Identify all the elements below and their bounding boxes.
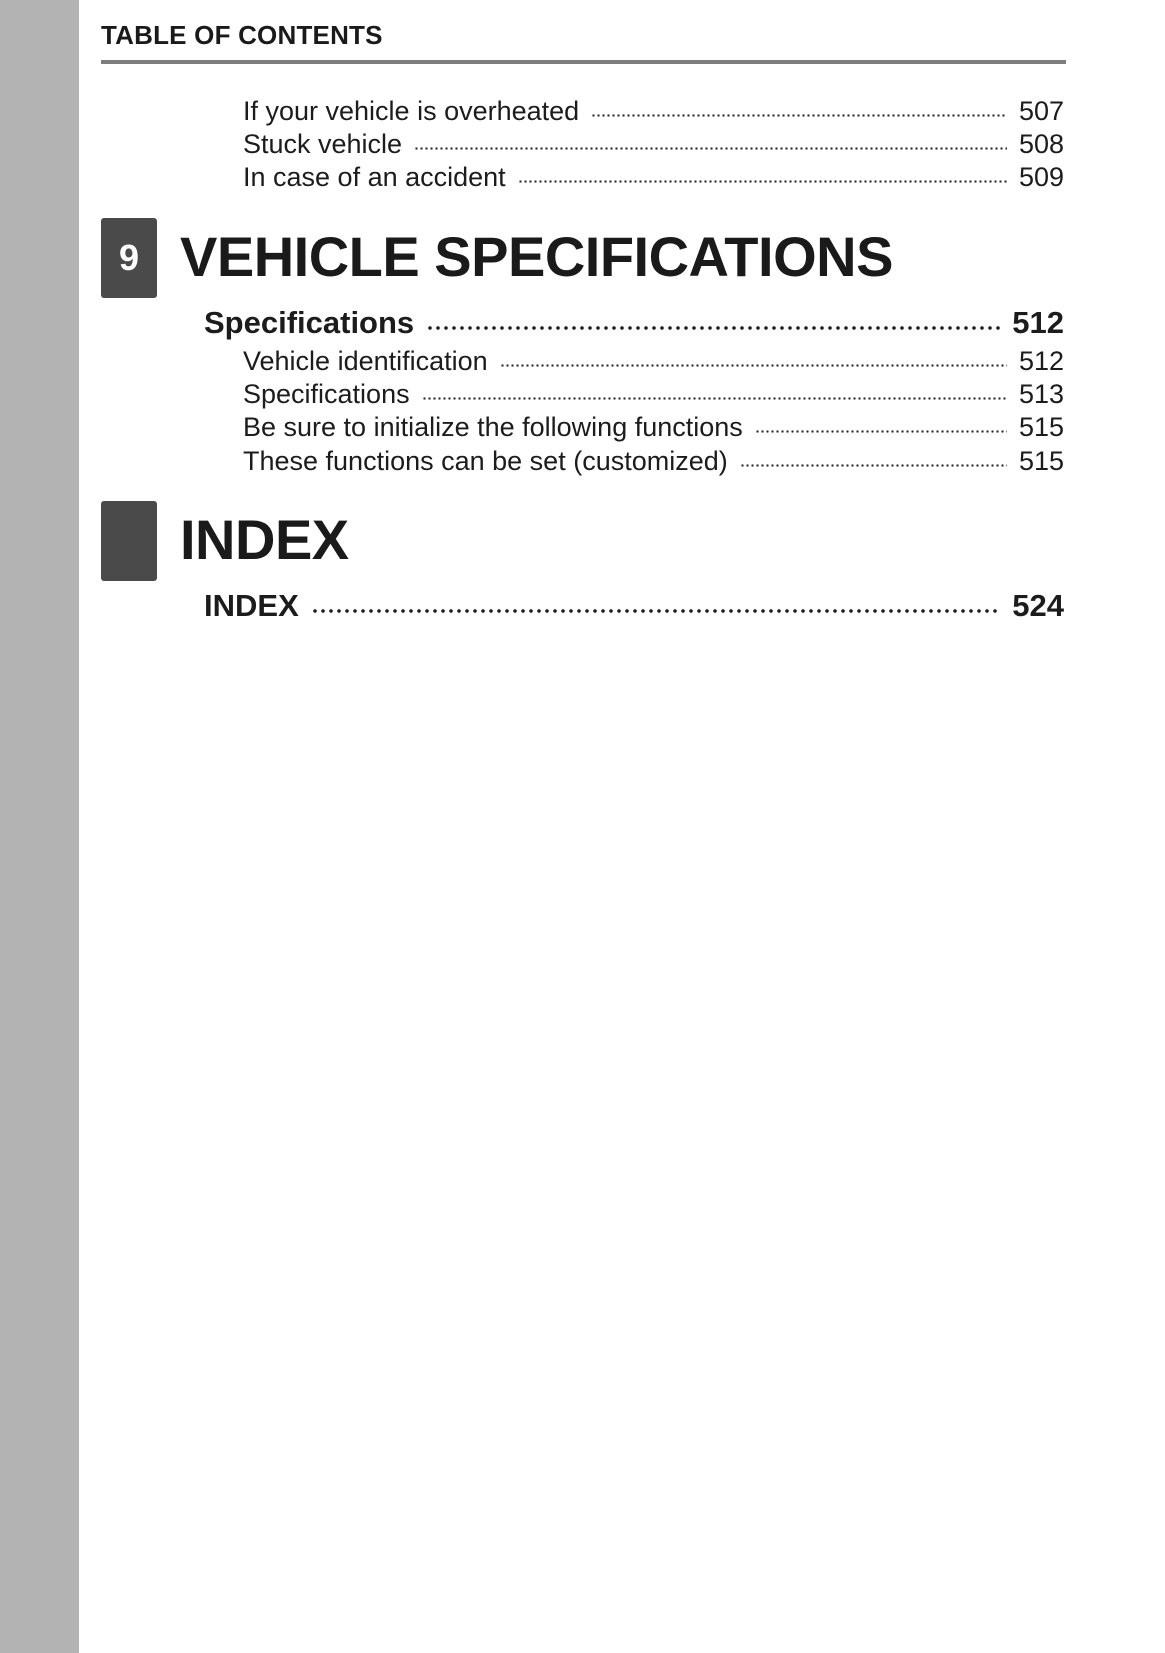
toc-entry-page: 513 [1018,379,1064,409]
dot-leader [755,411,1007,443]
toc-entry-page: 507 [1018,96,1064,126]
toc-entry[interactable] [243,411,1064,443]
toc-entry[interactable] [243,445,1064,477]
chapter-title[interactable]: VEHICLE SPECIFICATIONS [180,225,893,288]
toc-entry[interactable] [243,161,1064,193]
page-header-title: TABLE OF CONTENTS [101,20,383,50]
toc-entry[interactable] [243,95,1064,127]
toc-entry-label: If your vehicle is overheated [243,96,580,126]
dot-leader [591,95,1007,127]
toc-entry-page: 515 [1018,446,1064,476]
toc-entry-label: These functions can be set (customized) [243,446,728,476]
toc-section-entry[interactable] [204,588,1064,624]
index-chapter-title[interactable]: INDEX [180,508,349,571]
toc-section-label: INDEX [204,588,299,623]
dot-leader [740,445,1007,477]
toc-entry[interactable] [243,378,1064,410]
toc-entry-page: 512 [1018,346,1064,376]
toc-section-page: 512 [1012,305,1064,340]
dot-leader [414,128,1007,160]
toc-entry-label: In case of an accident [243,162,506,192]
dot-leader [518,161,1007,193]
toc-entry-label: Be sure to initialize the following functions [243,412,743,442]
toc-entry-label: Stuck vehicle [243,129,403,159]
header-divider [101,60,1066,64]
dot-leader [311,588,1001,624]
toc-entry-page: 509 [1018,162,1064,192]
dot-leader [422,378,1007,410]
toc-entry-page: 515 [1018,412,1064,442]
toc-entry-page: 508 [1018,129,1064,159]
toc-section-label: Specifications [204,305,415,340]
dot-leader [500,345,1007,377]
toc-section-entry[interactable] [204,305,1064,341]
toc-entry-label: Specifications [243,379,410,409]
index-chapter-tab [101,501,157,581]
toc-entry-label: Vehicle identification [243,346,488,376]
side-margin-strip [0,0,79,1653]
toc-section-page: 524 [1012,588,1064,623]
chapter-number-tab: 9 [101,218,157,298]
toc-entry[interactable] [243,345,1064,377]
dot-leader [426,305,1000,341]
toc-entry[interactable] [243,128,1064,160]
